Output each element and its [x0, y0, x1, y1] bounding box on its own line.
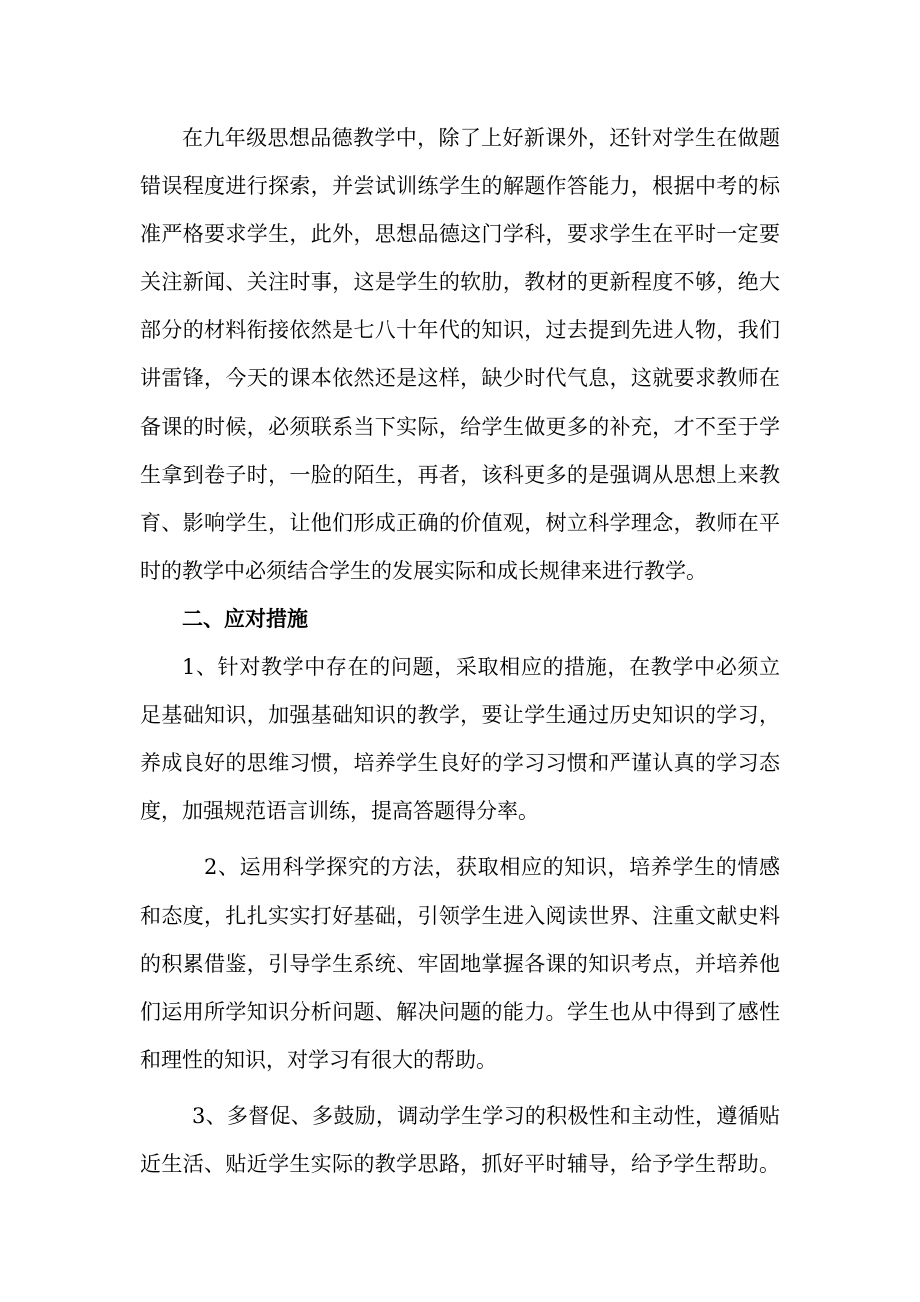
- text-line: 生拿到卷子时，一脸的陌生，再者，该科更多的是强调从思想上来教: [140, 462, 780, 487]
- paragraph-gap: [140, 835, 780, 843]
- text-line: 1、针对教学中存在的问题，采取相应的措施，在教学中必须立: [182, 655, 780, 680]
- text-line: 关注新闻、关注时事，这是学生的软肋，教材的更新程度不够，绝大: [140, 270, 780, 295]
- text-line: 近生活、贴近学生实际的教学思路，抓好平时辅导，给予学生帮助。: [140, 1151, 780, 1176]
- paragraph-measure-3: [140, 1092, 780, 1188]
- text-line: 2、运用科学探究的方法，获取相应的知识，培养学生的情感: [204, 855, 780, 880]
- section-heading: 二、应对措施: [182, 605, 308, 631]
- text-line: 3、多督促、多鼓励，调动学生学习的积极性和主动性，遵循贴: [192, 1103, 780, 1128]
- text-line: 养成良好的思维习惯，培养学生良好的学习习惯和严谨认真的学习态: [140, 751, 780, 776]
- text-line: 和理性的知识，对学习有很大的帮助。: [140, 1047, 497, 1072]
- text-line: 部分的材料衔接依然是七八十年代的知识，过去提到先进人物，我们: [140, 318, 780, 343]
- paragraph-intro: [140, 114, 780, 595]
- text-line: 的积累借鉴，引导学生系统、牢固地掌握各课的知识考点，并培养他: [140, 951, 780, 976]
- document-page: [140, 114, 780, 1188]
- text-line: 足基础知识，加强基础知识的教学，要让学生通过历史知识的学习，: [140, 703, 780, 728]
- paragraph-gap: [140, 1084, 780, 1092]
- text-line: 在九年级思想品德教学中，除了上好新课外，还针对学生在做题: [182, 126, 780, 150]
- text-line: 备课的时候，必须联系当下实际，给学生做更多的补充，才不至于学: [140, 414, 780, 439]
- text-line: 和态度，扎扎实实打好基础，引领学生进入阅读世界、注重文献史料: [140, 903, 780, 928]
- text-line: 准严格要求学生，此外，思想品德这门学科，要求学生在平时一定要: [140, 222, 780, 247]
- text-line: 度，加强规范语言训练，提高答题得分率。: [140, 799, 539, 824]
- text-line: 讲雷锋，今天的课本依然还是这样，缺少时代气息，这就要求教师在: [140, 366, 780, 391]
- paragraph-measure-1: [140, 643, 780, 835]
- text-line: 错误程度进行探索，并尝试训练学生的解题作答能力，根据中考的标: [140, 174, 780, 199]
- text-line: 们运用所学知识分析问题、解决问题的能力。学生也从中得到了感性: [140, 999, 780, 1024]
- paragraph-measure-2: [140, 843, 780, 1083]
- text-line: 时的教学中必须结合学生的发展实际和成长规律来进行教学。: [140, 558, 707, 583]
- text-line: 育、影响学生，让他们形成正确的价值观，树立科学理念，教师在平: [140, 510, 780, 535]
